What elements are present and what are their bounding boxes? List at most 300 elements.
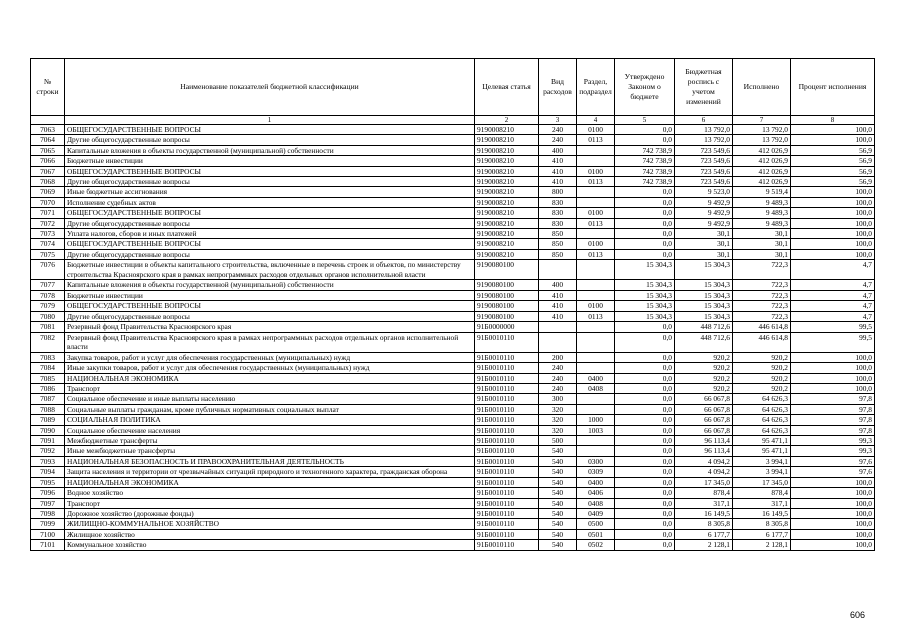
- table-row: [31, 301, 875, 311]
- cell-section: 0100: [577, 301, 615, 311]
- cell-budget: 448 712,6: [675, 332, 733, 352]
- cell-name: НАЦИОНАЛЬНАЯ БЕЗОПАСНОСТЬ И ПРАВООХРАНИТЕЛЬНАЯ ДЕЯТЕЛЬНОСТЬ: [65, 456, 475, 466]
- cell-section: [577, 197, 615, 207]
- cell-kind: 240: [539, 383, 577, 393]
- cell-budget: 2 128,1: [675, 540, 733, 550]
- cell-target: 91Б0010110: [475, 425, 539, 435]
- cell-row-no: 7096: [31, 488, 65, 498]
- cell-percent: 56,9: [791, 145, 875, 155]
- table-row: [31, 322, 875, 332]
- cell-percent: 56,9: [791, 166, 875, 176]
- cell-budget: 920,2: [675, 352, 733, 362]
- table-row: [31, 229, 875, 239]
- cell-row-no: 7078: [31, 290, 65, 300]
- header-approved: Утверждено Законом о бюджете: [615, 59, 675, 116]
- cell-approved: 0,0: [615, 529, 675, 539]
- cell-row-no: 7069: [31, 187, 65, 197]
- cell-kind: 850: [539, 249, 577, 259]
- cell-budget: 15 304,3: [675, 311, 733, 321]
- cell-executed: 446 614,8: [733, 332, 791, 352]
- table-row: [31, 446, 875, 456]
- cell-section: 0400: [577, 373, 615, 383]
- cell-name: Иные бюджетные ассигнования: [65, 187, 475, 197]
- cell-executed: 722,3: [733, 280, 791, 290]
- cell-section: 0408: [577, 383, 615, 393]
- cell-kind: 240: [539, 363, 577, 373]
- cell-approved: 0,0: [615, 488, 675, 498]
- cell-section: 0408: [577, 498, 615, 508]
- cell-approved: 0,0: [615, 322, 675, 332]
- cell-kind: 540: [539, 467, 577, 478]
- cell-kind: 410: [539, 177, 577, 187]
- cell-kind: 540: [539, 477, 577, 487]
- cell-name: ОБЩЕГОСУДАРСТВЕННЫЕ ВОПРОСЫ: [65, 125, 475, 135]
- cell-name: Дорожное хозяйство (дорожные фонды): [65, 508, 475, 518]
- cell-budget: 16 149,5: [675, 508, 733, 518]
- column-number: 7: [733, 116, 791, 125]
- table-row: [31, 519, 875, 529]
- cell-name: Бюджетные инвестиции: [65, 156, 475, 166]
- cell-percent: 100,0: [791, 519, 875, 529]
- cell-budget: 9 492,9: [675, 208, 733, 218]
- cell-percent: 100,0: [791, 508, 875, 518]
- table-row: [31, 467, 875, 478]
- table-row: [31, 508, 875, 518]
- cell-name: СОЦИАЛЬНАЯ ПОЛИТИКА: [65, 415, 475, 425]
- cell-target: 91Б0010110: [475, 332, 539, 352]
- cell-row-no: 7089: [31, 415, 65, 425]
- cell-approved: 0,0: [615, 446, 675, 456]
- cell-row-no: 7066: [31, 156, 65, 166]
- cell-section: 0501: [577, 529, 615, 539]
- cell-executed: 64 626,3: [733, 425, 791, 435]
- cell-executed: 920,2: [733, 363, 791, 373]
- cell-name: Исполнение судебных актов: [65, 197, 475, 207]
- table-row: [31, 456, 875, 466]
- cell-kind: 400: [539, 280, 577, 290]
- cell-percent: 97,8: [791, 394, 875, 404]
- cell-budget: 8 305,8: [675, 519, 733, 529]
- cell-budget: 920,2: [675, 373, 733, 383]
- cell-target: 9190080100: [475, 280, 539, 290]
- cell-percent: 100,0: [791, 477, 875, 487]
- cell-executed: 95 471,1: [733, 446, 791, 456]
- cell-approved: 0,0: [615, 229, 675, 239]
- cell-executed: 30,1: [733, 249, 791, 259]
- table-row: [31, 498, 875, 508]
- cell-row-no: 7075: [31, 249, 65, 259]
- table-row: [31, 145, 875, 155]
- cell-percent: 100,0: [791, 125, 875, 135]
- cell-row-no: 7073: [31, 229, 65, 239]
- cell-percent: 100,0: [791, 218, 875, 228]
- cell-kind: 500: [539, 435, 577, 445]
- cell-section: [577, 187, 615, 197]
- cell-section: 1003: [577, 425, 615, 435]
- cell-approved: 742 738,9: [615, 156, 675, 166]
- cell-executed: 13 792,0: [733, 125, 791, 135]
- cell-approved: 742 738,9: [615, 177, 675, 187]
- cell-kind: 540: [539, 529, 577, 539]
- cell-executed: 3 994,1: [733, 456, 791, 466]
- cell-target: 91Б0010110: [475, 456, 539, 466]
- cell-budget: 66 067,8: [675, 415, 733, 425]
- cell-section: [577, 280, 615, 290]
- cell-target: 91Б0010110: [475, 467, 539, 478]
- cell-budget: 723 549,6: [675, 177, 733, 187]
- cell-row-no: 7063: [31, 125, 65, 135]
- table-row: [31, 488, 875, 498]
- cell-target: 9190008210: [475, 125, 539, 135]
- cell-executed: 30,1: [733, 229, 791, 239]
- cell-budget: 17 345,0: [675, 477, 733, 487]
- cell-section: [577, 352, 615, 362]
- cell-row-no: 7074: [31, 239, 65, 249]
- cell-approved: 742 738,9: [615, 145, 675, 155]
- cell-kind: 410: [539, 311, 577, 321]
- cell-row-no: 7099: [31, 519, 65, 529]
- cell-approved: 15 304,3: [615, 280, 675, 290]
- table-row: [31, 352, 875, 362]
- table-row: [31, 290, 875, 300]
- cell-percent: 100,0: [791, 383, 875, 393]
- cell-approved: 15 304,3: [615, 301, 675, 311]
- cell-row-no: 7079: [31, 301, 65, 311]
- cell-approved: 0,0: [615, 508, 675, 518]
- cell-row-no: 7093: [31, 456, 65, 466]
- cell-percent: 100,0: [791, 373, 875, 383]
- cell-row-no: 7071: [31, 208, 65, 218]
- cell-name: Капитальные вложения в объекты государственной (муниципальной) собственности: [65, 145, 475, 155]
- column-number-row: [31, 116, 875, 125]
- cell-percent: 97,8: [791, 404, 875, 414]
- cell-percent: 97,6: [791, 456, 875, 466]
- table-row: [31, 435, 875, 445]
- cell-executed: 9 489,3: [733, 218, 791, 228]
- cell-approved: 15 304,3: [615, 260, 675, 280]
- cell-target: 9190008210: [475, 208, 539, 218]
- cell-executed: 722,3: [733, 301, 791, 311]
- table-row: [31, 529, 875, 539]
- cell-name: Межбюджетные трансферты: [65, 435, 475, 445]
- table-row: [31, 311, 875, 321]
- table-row: [31, 477, 875, 487]
- table-row: [31, 415, 875, 425]
- cell-percent: 100,0: [791, 229, 875, 239]
- table-row: [31, 404, 875, 414]
- cell-row-no: 7100: [31, 529, 65, 539]
- cell-section: 0113: [577, 249, 615, 259]
- cell-executed: 920,2: [733, 352, 791, 362]
- cell-row-no: 7068: [31, 177, 65, 187]
- cell-name: Водное хозяйство: [65, 488, 475, 498]
- cell-approved: 0,0: [615, 373, 675, 383]
- cell-row-no: 7081: [31, 322, 65, 332]
- cell-kind: 800: [539, 187, 577, 197]
- cell-budget: 9 523,0: [675, 187, 733, 197]
- cell-approved: 0,0: [615, 125, 675, 135]
- cell-row-no: 7090: [31, 425, 65, 435]
- table-row: [31, 383, 875, 393]
- header-target: Целевая статья: [475, 59, 539, 116]
- cell-row-no: 7067: [31, 166, 65, 176]
- cell-executed: 8 305,8: [733, 519, 791, 529]
- cell-executed: 2 128,1: [733, 540, 791, 550]
- cell-kind: 320: [539, 404, 577, 414]
- table-row: [31, 239, 875, 249]
- cell-row-no: 7085: [31, 373, 65, 383]
- cell-section: 0100: [577, 208, 615, 218]
- cell-executed: 920,2: [733, 383, 791, 393]
- page-number: 606: [849, 610, 865, 620]
- cell-target: 9190008210: [475, 249, 539, 259]
- column-number: 5: [615, 116, 675, 125]
- cell-target: 9190080100: [475, 311, 539, 321]
- cell-kind: 830: [539, 208, 577, 218]
- table-row: [31, 249, 875, 259]
- cell-row-no: 7098: [31, 508, 65, 518]
- cell-executed: 6 177,7: [733, 529, 791, 539]
- budget-report-sheet: [30, 58, 874, 551]
- cell-executed: 9 519,4: [733, 187, 791, 197]
- cell-executed: 412 026,9: [733, 177, 791, 187]
- cell-name: Другие общегосударственные вопросы: [65, 311, 475, 321]
- cell-name: Закупка товаров, работ и услуг для обеспечения государственных (муниципальных) нужд: [65, 352, 475, 362]
- cell-percent: 4,7: [791, 311, 875, 321]
- column-number: 1: [65, 116, 475, 125]
- cell-executed: 446 614,8: [733, 322, 791, 332]
- cell-row-no: 7076: [31, 260, 65, 280]
- cell-executed: 412 026,9: [733, 145, 791, 155]
- cell-section: 0300: [577, 456, 615, 466]
- table-row: [31, 166, 875, 176]
- cell-approved: 15 304,3: [615, 311, 675, 321]
- cell-row-no: 7087: [31, 394, 65, 404]
- cell-approved: 0,0: [615, 540, 675, 550]
- cell-kind: [539, 332, 577, 352]
- cell-approved: 0,0: [615, 467, 675, 478]
- cell-name: Бюджетные инвестиции: [65, 290, 475, 300]
- cell-approved: 0,0: [615, 456, 675, 466]
- cell-budget: 13 792,0: [675, 125, 733, 135]
- cell-target: 9190080100: [475, 290, 539, 300]
- cell-row-no: 7088: [31, 404, 65, 414]
- table-body: [31, 125, 875, 551]
- cell-row-no: 7086: [31, 383, 65, 393]
- cell-percent: 100,0: [791, 488, 875, 498]
- cell-budget: 13 792,0: [675, 135, 733, 145]
- cell-name: ОБЩЕГОСУДАРСТВЕННЫЕ ВОПРОСЫ: [65, 239, 475, 249]
- cell-name: Другие общегосударственные вопросы: [65, 135, 475, 145]
- cell-row-no: 7083: [31, 352, 65, 362]
- cell-executed: 920,2: [733, 373, 791, 383]
- cell-percent: 56,9: [791, 156, 875, 166]
- table-row: [31, 208, 875, 218]
- cell-target: 91Б0010110: [475, 404, 539, 414]
- cell-name: Защита населения и территории от чрезвычайных ситуаций природного и техногенного характера, гражданская оборона: [65, 467, 475, 478]
- cell-executed: 722,3: [733, 290, 791, 300]
- cell-kind: [539, 322, 577, 332]
- cell-kind: 240: [539, 135, 577, 145]
- cell-budget: 723 549,6: [675, 156, 733, 166]
- cell-executed: 412 026,9: [733, 156, 791, 166]
- cell-name: Другие общегосударственные вопросы: [65, 249, 475, 259]
- cell-executed: 3 994,1: [733, 467, 791, 478]
- cell-budget: 30,1: [675, 229, 733, 239]
- cell-name: Уплата налогов, сборов и иных платежей: [65, 229, 475, 239]
- cell-target: 91Б0010110: [475, 540, 539, 550]
- cell-approved: 0,0: [615, 135, 675, 145]
- cell-section: [577, 363, 615, 373]
- table-row: [31, 363, 875, 373]
- cell-row-no: 7091: [31, 435, 65, 445]
- cell-target: 91Б0010110: [475, 529, 539, 539]
- cell-section: 0406: [577, 488, 615, 498]
- cell-target: 9190008210: [475, 177, 539, 187]
- cell-budget: 15 304,3: [675, 301, 733, 311]
- cell-target: 9190080100: [475, 260, 539, 280]
- cell-approved: 0,0: [615, 394, 675, 404]
- cell-kind: 240: [539, 373, 577, 383]
- table-row: [31, 394, 875, 404]
- budget-table: [30, 58, 875, 551]
- cell-approved: 0,0: [615, 363, 675, 373]
- cell-budget: 66 067,8: [675, 394, 733, 404]
- cell-approved: 0,0: [615, 519, 675, 529]
- cell-percent: 100,0: [791, 239, 875, 249]
- cell-section: [577, 332, 615, 352]
- cell-percent: 99,5: [791, 332, 875, 352]
- cell-target: 9190008210: [475, 239, 539, 249]
- cell-target: 9190008210: [475, 197, 539, 207]
- cell-section: [577, 229, 615, 239]
- cell-target: 91Б0010110: [475, 477, 539, 487]
- cell-row-no: 7084: [31, 363, 65, 373]
- cell-section: [577, 394, 615, 404]
- cell-kind: 200: [539, 352, 577, 362]
- cell-target: 9190080100: [475, 301, 539, 311]
- cell-target: 91Б0010110: [475, 415, 539, 425]
- cell-section: [577, 156, 615, 166]
- cell-section: 1000: [577, 415, 615, 425]
- cell-approved: 0,0: [615, 425, 675, 435]
- cell-budget: 448 712,6: [675, 322, 733, 332]
- cell-target: 9190008210: [475, 218, 539, 228]
- cell-kind: 410: [539, 166, 577, 176]
- cell-target: 91Б0010110: [475, 508, 539, 518]
- table-row: [31, 135, 875, 145]
- cell-section: [577, 322, 615, 332]
- cell-executed: 64 626,3: [733, 404, 791, 414]
- cell-name: Социальное обеспечение и иные выплаты населению: [65, 394, 475, 404]
- cell-budget: 920,2: [675, 363, 733, 373]
- cell-percent: 4,7: [791, 280, 875, 290]
- cell-name: Социальные выплаты гражданам, кроме публичных нормативных социальных выплат: [65, 404, 475, 414]
- cell-kind: 410: [539, 290, 577, 300]
- cell-section: 0409: [577, 508, 615, 518]
- cell-section: [577, 404, 615, 414]
- cell-name: Другие общегосударственные вопросы: [65, 218, 475, 228]
- cell-approved: 0,0: [615, 239, 675, 249]
- cell-row-no: 7072: [31, 218, 65, 228]
- cell-row-no: 7097: [31, 498, 65, 508]
- cell-section: [577, 446, 615, 456]
- cell-kind: 300: [539, 394, 577, 404]
- cell-kind: 540: [539, 508, 577, 518]
- header-section: Раздел, подраздел: [577, 59, 615, 116]
- cell-row-no: 7065: [31, 145, 65, 155]
- table-row: [31, 197, 875, 207]
- cell-percent: 100,0: [791, 135, 875, 145]
- cell-section: 0113: [577, 218, 615, 228]
- cell-budget: 66 067,8: [675, 404, 733, 414]
- cell-approved: 0,0: [615, 498, 675, 508]
- cell-percent: 99,3: [791, 435, 875, 445]
- table-row: [31, 125, 875, 135]
- cell-section: 0113: [577, 311, 615, 321]
- table-row: [31, 177, 875, 187]
- cell-kind: 540: [539, 519, 577, 529]
- cell-row-no: 7082: [31, 332, 65, 352]
- cell-row-no: 7094: [31, 467, 65, 478]
- cell-approved: 0,0: [615, 404, 675, 414]
- cell-name: Транспорт: [65, 498, 475, 508]
- cell-executed: 64 626,3: [733, 394, 791, 404]
- cell-target: 91Б0010110: [475, 498, 539, 508]
- cell-section: [577, 145, 615, 155]
- table-row: [31, 332, 875, 352]
- cell-executed: 17 345,0: [733, 477, 791, 487]
- cell-target: 91Б0010110: [475, 446, 539, 456]
- cell-percent: 100,0: [791, 197, 875, 207]
- cell-target: 9190008210: [475, 187, 539, 197]
- cell-approved: 0,0: [615, 187, 675, 197]
- table-row: [31, 156, 875, 166]
- cell-percent: 4,7: [791, 301, 875, 311]
- cell-budget: 15 304,3: [675, 260, 733, 280]
- cell-kind: 400: [539, 145, 577, 155]
- cell-row-no: 7070: [31, 197, 65, 207]
- cell-percent: 100,0: [791, 363, 875, 373]
- cell-target: 91Б0010110: [475, 383, 539, 393]
- table-row: [31, 260, 875, 280]
- cell-name: ЖИЛИЩНО-КОММУНАЛЬНОЕ ХОЗЯЙСТВО: [65, 519, 475, 529]
- cell-kind: 540: [539, 446, 577, 456]
- cell-kind: 540: [539, 540, 577, 550]
- cell-percent: 100,0: [791, 498, 875, 508]
- cell-budget: 4 094,2: [675, 456, 733, 466]
- cell-target: 91Б0010110: [475, 352, 539, 362]
- cell-percent: 4,7: [791, 260, 875, 280]
- cell-target: 9190008210: [475, 135, 539, 145]
- cell-name: Резервный фонд Правительства Красноярского края в рамках непрограммных расходов отдельных органов исполнительной власти: [65, 332, 475, 352]
- cell-kind: 540: [539, 488, 577, 498]
- cell-budget: 6 177,7: [675, 529, 733, 539]
- cell-target: 91Б0010110: [475, 394, 539, 404]
- cell-approved: 15 304,3: [615, 290, 675, 300]
- cell-executed: 878,4: [733, 488, 791, 498]
- cell-kind: 830: [539, 197, 577, 207]
- header-percent: Процент исполнения: [791, 59, 875, 116]
- cell-budget: 317,1: [675, 498, 733, 508]
- cell-target: 91Б0000000: [475, 322, 539, 332]
- cell-row-no: 7095: [31, 477, 65, 487]
- cell-percent: 97,8: [791, 415, 875, 425]
- cell-kind: [539, 260, 577, 280]
- cell-approved: 0,0: [615, 197, 675, 207]
- cell-executed: 95 471,1: [733, 435, 791, 445]
- cell-budget: 96 113,4: [675, 446, 733, 456]
